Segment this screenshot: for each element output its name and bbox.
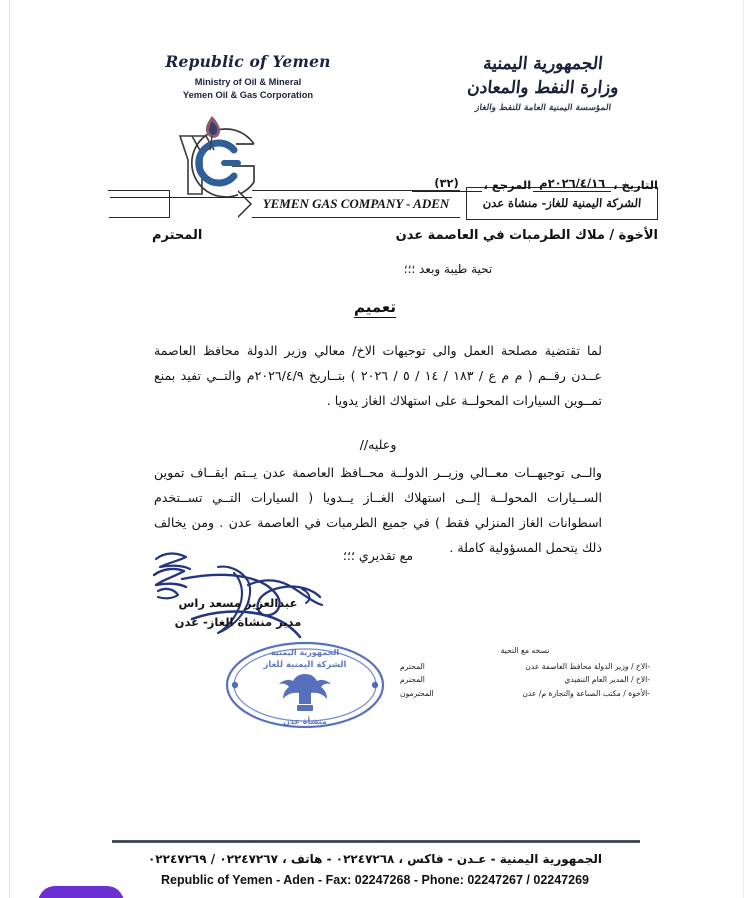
- header-corporation-ar: المؤسسة اليمنية العامة للنفط والغاز: [474, 103, 612, 113]
- header-corporation-en: Yemen Oil & Gas Corporation: [182, 89, 314, 100]
- svg-text:الجمهورية اليمنية: الجمهورية اليمنية: [270, 648, 340, 657]
- meta-underline-rule: [110, 197, 252, 198]
- banner-english-text: YEMEN GAS COMPANY - ADEN: [262, 196, 450, 211]
- date-reference-line: [358, 176, 658, 192]
- header-country-en: Republic of Yemen: [165, 52, 331, 71]
- purple-overlay-shape: [38, 886, 124, 898]
- banner-left-shape: [108, 190, 170, 218]
- company-banner: [0, 187, 750, 223]
- closing-line: مع تقديري ؛؛؛: [342, 548, 414, 563]
- date-value: ٢٠٢٦/٤/١٦م: [533, 176, 611, 192]
- cc-entry: [400, 687, 650, 701]
- footer-divider: [112, 840, 640, 843]
- greeting-line: تحية طيبة وبعد ؛؛؛: [403, 262, 493, 276]
- addressee-honorific: المحترم: [152, 228, 203, 243]
- banner-english-box: [252, 190, 460, 218]
- signatory-name: عبدالعزيز مسعد راس: [178, 596, 298, 610]
- reference-label: المرجع ،: [483, 178, 532, 192]
- header-english-block: [128, 52, 368, 101]
- body-paragraph-3: والــى توجيهــات معــالي وزيــر الدولــة محــافظ العاصمة عدن يــتم ايقــاف تموين الســيارات المحولــة إلــى استهلاك الغــاز يــدويا ( السيارات التــي تســتخدم اسطوانات الغاز المنزلي فقط ) في جميع الطرمبات في العاصمة عدن . ومن يخالف ذلك يتحمل المسؤولية كاملة .: [154, 465, 602, 555]
- document-title-text: تعميم: [353, 298, 397, 316]
- cc-heading: نسخه مع التحية: [500, 646, 550, 655]
- banner-arrow-shape: [238, 190, 252, 218]
- header-country-ar: الجمهورية اليمنية: [482, 54, 604, 74]
- cc-honorific: المحترمون: [400, 688, 434, 698]
- cc-entry: [400, 660, 650, 674]
- reference-value: (٣٢): [412, 176, 482, 192]
- cc-recipient: -الأخوة / مكتب الصناعة والتجارة م/ عدن: [522, 688, 650, 698]
- body-paragraph-1: لما تقتضية مصلحة العمل والى توجيهات الاخ/ معالي وزير الدولة محافظ العاصمة عــدن رقــم ( م م ع / ١٨٣ / ١٤ / ٥ / ٢٠٢٦ ) بتــاريخ ٢٠٢٦/٤/٩م والتــي تفيد بمنع تمــوين السيارات المحولــة على استهلاك الغاز يدويا .: [154, 343, 602, 408]
- header-arabic-block: [428, 54, 658, 113]
- footer-contact-english: Republic of Yemen - Aden - Fax: 02247268 - Phone: 02247267 / 02247269: [161, 873, 589, 887]
- cc-honorific: المحترم: [400, 661, 425, 671]
- svg-text:منشأة عدن: منشأة عدن: [283, 717, 327, 726]
- footer-contact-arabic: الجمهورية اليمنية - عـدن - فاكس ، ٠٢٢٤٧٢٦٨ - هاتف ، ٠٢٢٤٧٢٦٧ / ٠٢٢٤٧٢٦٩: [147, 852, 603, 866]
- cc-honorific: المحترم: [400, 675, 425, 684]
- signature-block: [148, 596, 328, 629]
- cc-recipient: -الاخ / المدير العام التنفيذي: [564, 675, 650, 684]
- date-label: التاريخ ،: [613, 178, 658, 192]
- document-title: [0, 298, 750, 317]
- addressee-line: الأخوة / ملاك الطرمبات في العاصمة عدن: [395, 228, 658, 243]
- cc-distribution-list: [400, 644, 650, 700]
- header-ministry-ar: وزارة النفط والمعادن: [466, 78, 620, 98]
- banner-arabic-text: الشركة اليمنية للغاز- منشاة عدن: [482, 196, 642, 210]
- signatory-title: مدير منشاة الغاز- عدن: [174, 615, 302, 629]
- yemen-eagle-emblem: [279, 674, 331, 711]
- cc-recipient: -الاخ / وزير الدولة محافظ العاصمة عدن: [525, 661, 650, 671]
- body-paragraph-2: وعليه//: [359, 437, 397, 452]
- official-stamp: [215, 636, 395, 734]
- svg-text:الشركة اليمنية للغاز: الشركة اليمنية للغاز: [263, 660, 347, 670]
- cc-entry: [400, 673, 650, 687]
- header-ministry-en: Ministry of Oil & Mineral: [194, 77, 302, 87]
